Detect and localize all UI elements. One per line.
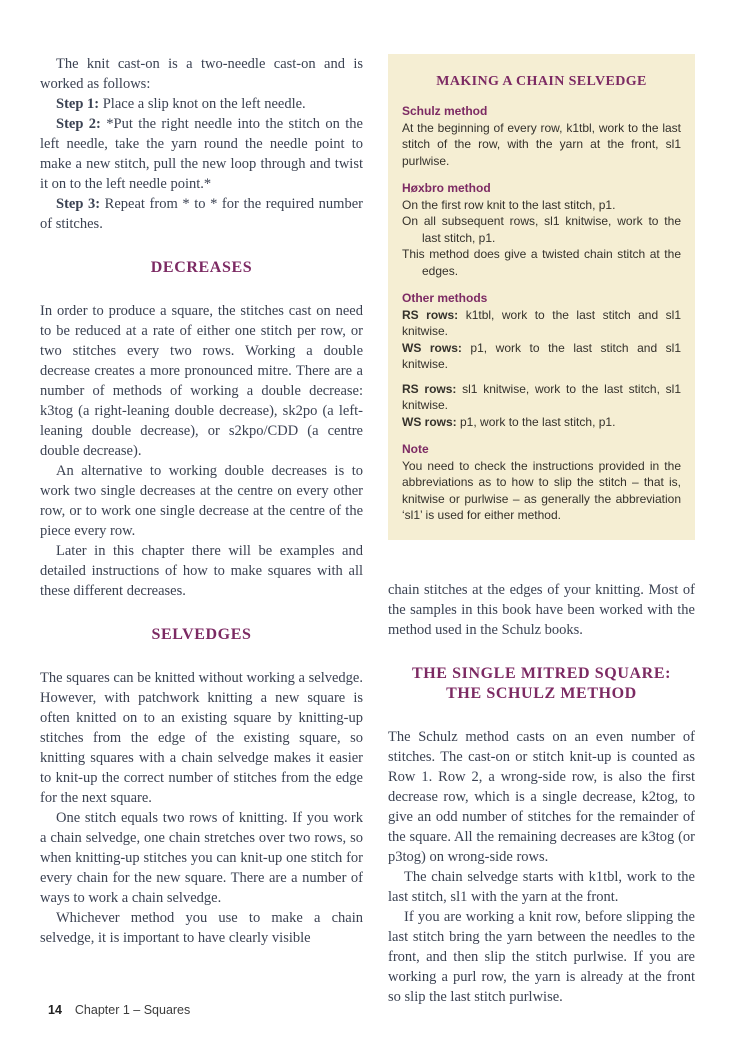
paragraph-chain-stitches-continuation: chain stitches at the edges of your knitting. Most of the samples in this book have been worked with the method used in the Schulz books. xyxy=(388,581,695,638)
page-footer xyxy=(48,1003,190,1017)
page-number: 14 xyxy=(48,1003,62,1017)
sidebar-note-text: You need to check the instructions provided in the abbreviations as to how to slip the stitch – that is, knitwise or purlwise – as generally the abbreviation ‘sl1’ is used for either method. xyxy=(402,458,681,522)
paragraph-knit-cast-on: The knit cast-on is a two-needle cast-on and is worked as follows: xyxy=(40,56,363,92)
paragraph-selvedges-1: The squares can be knitted without working a selvedge. However, with patchwork knitting a new square is often knitted on to an existing square by knitting-up stitches from the edge of the existing square, so knitting squares with a chain selvedge makes it easier to knit-up the correct number of stitches from the edge for the next square. xyxy=(40,670,363,806)
sidebar-other-ws-2 xyxy=(402,414,681,431)
sidebar-title: MAKING A CHAIN SELVEDGE xyxy=(436,74,647,89)
paragraph-step-1 xyxy=(40,94,363,114)
ws-rows-label: WS rows: xyxy=(402,414,457,429)
paragraph-decreases-2: An alternative to working double decreases is to work two single decreases at the centre on every other row, or to work one single decrease at the centre of the piece every row. xyxy=(40,463,363,539)
step-1-text: Place a slip knot on the left needle. xyxy=(99,96,306,112)
ws-rows-text: p1, work to the last stitch and sl1 knitwise. xyxy=(402,340,682,371)
ws-rows-label: WS rows: xyxy=(402,340,462,355)
ws-rows-text: p1, work to the last stitch, p1. xyxy=(456,414,616,429)
step-1-label: Step 1: xyxy=(56,96,100,112)
paragraph-decreases-3: Later in this chapter there will be examples and detailed instructions of how to make squares with all these different decreases. xyxy=(40,543,363,599)
chapter-label: Chapter 1 – Squares xyxy=(74,1003,191,1017)
sidebar-body xyxy=(402,103,681,524)
sidebar-box-making-a-chain-selvedge xyxy=(388,54,695,540)
sidebar-heading-note: Note xyxy=(402,442,429,456)
paragraph-schulz-method-3: If you are working a knit row, before slipping the last stitch bring the yarn between the needles to the front, and then slip the stitch purlwise. If you are working a purl row, the yarn is already at the front so slip the last stitch purlwise. xyxy=(388,908,695,1005)
sidebar-hoxbro-line-3: This method does give a twisted chain stitch at the edges. xyxy=(402,247,681,278)
step-2-text: *Put the right needle into the stitch on the left needle, take the yarn round the needle point to make a new stitch, pull the new loop through and twist it on to the left needle point.* xyxy=(40,116,363,192)
paragraph-step-3 xyxy=(40,194,363,234)
paragraph-schulz-method-1: The Schulz method casts on an even number of stitches. The cast-on or stitch knit-up is counted as Row 1. Row 2, a wrong-side row, is also the first decrease row, which is a single decrease, k2tog, to give an odd number of stitches for the remainder of the square. All the remaining decreases are k3tog (or p3tog) on wrong-side rows. xyxy=(388,728,695,865)
step-3-label: Step 3: xyxy=(56,196,101,212)
paragraph-schulz-method-2: The chain selvedge starts with k1tbl, work to the last stitch, sl1 with the yarn at the front. xyxy=(388,868,695,905)
heading-decreases: DECREASES xyxy=(150,259,253,276)
heading-selvedges: SELVEDGES xyxy=(151,626,252,643)
left-column xyxy=(40,54,363,1007)
paragraph-decreases-1: In order to produce a square, the stitches cast on need to be reduced at a rate of either one stitch per row, or two stitches every two rows. Working a double decrease creates a more pronounced mitre. There are a number of methods of working a double decrease: k3tog (a right-leaning double decrease), sk2po (a left-leaning double decrease), or s2kpo/CDD (a centre double decrease). xyxy=(40,303,363,459)
sidebar-heading-schulz-method: Schulz method xyxy=(402,104,488,118)
step-2-label: Step 2: xyxy=(56,116,101,132)
paragraph-step-2 xyxy=(40,114,363,194)
heading-line-1: THE SINGLE MITRED SQUARE: xyxy=(411,664,672,682)
paragraph-selvedges-3: Whichever method you use to make a chain selvedge, it is important to have clearly visible xyxy=(40,910,363,946)
rs-rows-label: RS rows: xyxy=(402,307,459,322)
rs-rows-text: sl1 knitwise, work to the last stitch, sl1 knitwise. xyxy=(402,381,681,412)
rs-rows-label: RS rows: xyxy=(402,381,457,396)
sidebar-schulz-text: At the beginning of every row, k1tbl, work to the last stitch of the row, with the yarn at the front, sl1 purlwise. xyxy=(402,120,681,168)
right-column xyxy=(388,54,695,1007)
sidebar-heading-other-methods: Other methods xyxy=(402,291,488,305)
sidebar-hoxbro-line-1: On the first row knit to the last stitch, p1. xyxy=(402,197,616,212)
rs-rows-text: k1tbl, work to the last stitch and sl1 knitwise. xyxy=(402,307,681,338)
sidebar-heading-hoxbro-method: Høxbro method xyxy=(402,181,491,195)
paragraph-selvedges-2: One stitch equals two rows of knitting. If you work a chain selvedge, one chain stretches over two rows, so when knitting-up stitches you can knit-up one stitch for every chain for the new square. There are a number of ways to work a chain selvedge. xyxy=(40,810,363,906)
heading-line-2: THE SCHULZ METHOD xyxy=(446,684,637,702)
heading-single-mitred-square xyxy=(388,664,695,704)
page-content xyxy=(40,54,695,1007)
sidebar-other-rs-2 xyxy=(402,381,681,414)
sidebar-other-rs-1 xyxy=(402,307,681,340)
step-3-text: Repeat from * to * for the required number of stitches. xyxy=(40,196,363,232)
sidebar-other-ws-1 xyxy=(402,340,681,373)
sidebar-hoxbro-line-2: On all subsequent rows, sl1 knitwise, work to the last stitch, p1. xyxy=(402,214,681,245)
